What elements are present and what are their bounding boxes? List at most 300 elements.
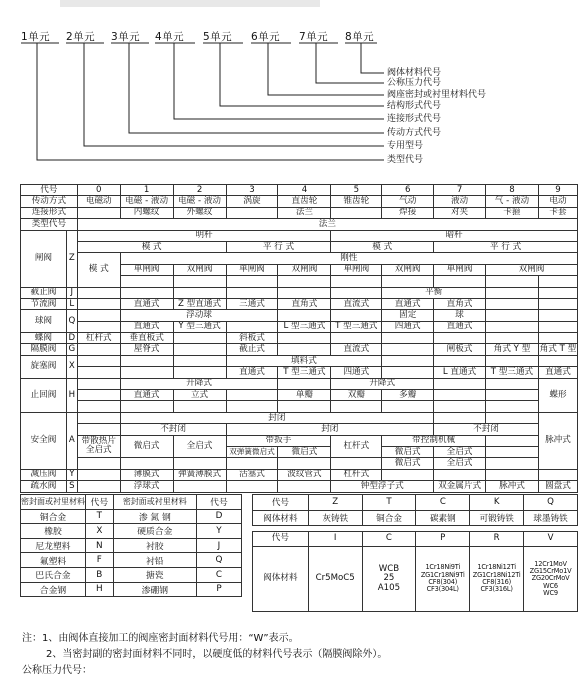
table-cell <box>173 287 226 298</box>
table-cell <box>486 298 539 309</box>
table-cell: 电磁 - 液动 <box>173 196 226 207</box>
table-cell <box>331 287 382 298</box>
table-cell <box>77 390 120 401</box>
table-cell: 渗 氮 钢 <box>113 509 196 524</box>
table-cell: 阀体材料 <box>253 510 309 526</box>
unit-8: 8单元 <box>345 31 375 43</box>
table-cell: 类型代号 <box>21 219 78 230</box>
table-cell: 三通式 <box>226 298 278 309</box>
table-row <box>21 230 578 241</box>
table-cell <box>434 333 486 344</box>
table-cell: 代号 <box>253 495 309 511</box>
table-cell: 4 <box>278 185 331 196</box>
code-label-drive: 传动方式代号 <box>387 128 442 138</box>
table-cell: 蝶阀 <box>21 333 67 344</box>
table-cell: Q <box>196 553 241 568</box>
table-cell: 传动方式 <box>21 196 78 207</box>
table-cell <box>382 276 434 287</box>
table-cell <box>120 276 173 287</box>
table-cell: 代号 <box>86 495 114 510</box>
table-cell <box>77 367 120 378</box>
table-cell: 连接形式 <box>21 207 78 218</box>
table-cell: F <box>86 553 114 568</box>
table-row <box>21 287 578 298</box>
table-cell: Z 型直通式 <box>173 298 226 309</box>
table-cell: C <box>416 495 470 511</box>
table-cell: T <box>86 509 114 524</box>
table-cell: 薄膜式 <box>120 469 173 480</box>
table-cell: 电磁 - 液动 <box>120 196 173 207</box>
table-cell <box>120 367 173 378</box>
table-cell: 屋脊式 <box>120 344 173 355</box>
table-cell: 直齿轮 <box>278 196 331 207</box>
table-cell: 1Cr18Ni12Ti ZG1Cr18Ni12Ti CF8(316) CF3(316L) <box>470 547 524 612</box>
table-cell: 1 <box>120 185 173 196</box>
table-cell: 多瓣 <box>382 390 434 401</box>
table-cell: Y 型三通式 <box>173 321 226 332</box>
table-cell <box>173 458 226 469</box>
table-cell <box>278 310 331 321</box>
table-cell <box>486 401 539 412</box>
unit-1: 1单元 <box>21 31 51 43</box>
table-cell: 蝶形 <box>538 378 577 412</box>
table-cell: 直通式 <box>434 321 486 332</box>
table-cell <box>486 276 539 287</box>
table-cell: 单闸阀 <box>331 264 382 275</box>
table-cell <box>434 412 486 423</box>
table-cell <box>486 435 539 446</box>
connection-row <box>21 207 578 218</box>
table-cell: 暗杆 <box>331 230 578 241</box>
seal-row <box>21 582 242 597</box>
table-cell: 直流式 <box>331 298 382 309</box>
bracket-lines <box>0 0 584 180</box>
table-cell <box>434 469 486 480</box>
table-cell <box>226 390 278 401</box>
table-cell: L 直通式 <box>434 367 486 378</box>
table-cell: D <box>196 509 241 524</box>
table-cell: T 型三通式 <box>486 367 539 378</box>
table-cell <box>331 276 382 287</box>
table-row <box>253 495 578 511</box>
table-row <box>21 367 578 378</box>
table-cell <box>486 310 539 321</box>
table-cell <box>77 481 120 492</box>
table-cell: 双闸阀 <box>486 264 578 275</box>
table-row <box>21 344 578 355</box>
table-cell: 四通式 <box>382 321 434 332</box>
table-cell: 杠杆式 <box>331 469 382 480</box>
table-cell: 单闸阀 <box>120 264 173 275</box>
table-cell: 减压阀 <box>21 469 67 480</box>
table-cell: 脉冲式 <box>538 412 577 469</box>
table-cell: 灰铸铁 <box>308 510 362 526</box>
table-cell <box>486 287 539 298</box>
table-cell: R <box>470 532 524 547</box>
code-label-structure: 结构形式代号 <box>387 101 442 111</box>
table-cell: A <box>66 412 77 469</box>
table-cell: 直通式 <box>226 367 278 378</box>
table-cell: C <box>362 532 416 547</box>
body-material-table-1 <box>252 494 578 526</box>
table-cell: 杠杆式 <box>331 435 382 458</box>
table-cell <box>382 344 434 355</box>
table-cell: 明杆 <box>77 230 331 241</box>
seal-row <box>21 538 242 553</box>
table-cell: 微启式 <box>382 458 434 469</box>
table-cell <box>382 355 434 366</box>
table-cell: 带控制机械 <box>382 435 486 446</box>
table-cell <box>278 344 331 355</box>
table-cell: 全启式 <box>434 446 486 457</box>
note-2: 2、当密封副的密封面材料不同时，以硬度低的材料代号表示（隔膜阀除外）。 <box>46 649 388 660</box>
table-cell <box>538 355 577 366</box>
table-cell: 止回阀 <box>21 378 67 412</box>
unit-3: 3单元 <box>111 31 141 43</box>
table-cell: 固定 <box>382 310 434 321</box>
table-row <box>21 390 578 401</box>
table-cell: 合金钢 <box>21 582 86 597</box>
table-cell: Y <box>66 469 77 480</box>
table-cell: Q <box>524 495 578 511</box>
table-cell: C <box>196 567 241 582</box>
drive-row <box>21 196 578 207</box>
table-cell: 外螺纹 <box>173 207 226 218</box>
table-cell <box>77 469 120 480</box>
table-cell <box>486 390 539 401</box>
table-cell <box>77 310 120 321</box>
table-cell: 直角式 <box>278 298 331 309</box>
table-cell: 刚性 <box>120 253 577 264</box>
table-cell: 尼龙塑料 <box>21 538 86 553</box>
table-cell <box>77 287 120 298</box>
table-cell: T 型三通式 <box>278 367 331 378</box>
table-cell: 双瓣 <box>331 390 382 401</box>
table-cell: 四通式 <box>331 367 382 378</box>
table-row <box>21 333 578 344</box>
table-row <box>21 401 578 412</box>
table-cell: 模 式 <box>77 241 226 252</box>
table-cell: Z <box>66 230 77 287</box>
table-cell <box>382 333 434 344</box>
table-cell: 直流式 <box>331 344 382 355</box>
table-cell: 模 式 <box>331 241 434 252</box>
table-cell: Cr5MoC5 <box>308 547 362 612</box>
table-cell: 橡胶 <box>21 524 86 539</box>
table-cell: 0 <box>77 185 120 196</box>
table-cell <box>226 321 278 332</box>
code-label-pressure: 公称压力代号 <box>387 78 442 88</box>
seal-row <box>21 567 242 582</box>
table-cell: 衬铅 <box>113 553 196 568</box>
table-cell: 双闸阀 <box>173 264 226 275</box>
table-cell: 锥齿轮 <box>331 196 382 207</box>
table-cell: 法兰 <box>278 207 331 218</box>
table-cell: 立式 <box>173 390 226 401</box>
note-1: 注：1、由阀体直接加工的阀座密封面材料代号用：“W”表示。 <box>22 633 299 644</box>
table-cell: 单闸阀 <box>434 264 486 275</box>
table-cell: 衬胶 <box>113 538 196 553</box>
table-cell: 双闸阀 <box>382 264 434 275</box>
seal-row <box>21 524 242 539</box>
table-cell: 模 式 <box>77 253 120 287</box>
table-cell: X <box>86 524 114 539</box>
table-cell: 带扳手 <box>226 435 331 446</box>
table-cell: 球阀 <box>21 310 67 333</box>
table-cell: 电磁动 <box>77 196 120 207</box>
table-cell: T <box>362 495 416 511</box>
table-cell: J <box>66 287 77 298</box>
table-cell <box>486 321 539 332</box>
table-cell <box>434 401 486 412</box>
table-cell: H <box>86 582 114 597</box>
table-cell <box>120 401 173 412</box>
table-cell: 微启式 <box>120 435 173 458</box>
table-cell: 直通式 <box>382 298 434 309</box>
table-cell <box>173 481 226 492</box>
table-cell <box>331 207 382 218</box>
table-cell: 球墨铸铁 <box>524 510 578 526</box>
table-cell: 单闸阀 <box>226 264 278 275</box>
seal-row <box>21 509 242 524</box>
table-row <box>21 458 578 469</box>
table-cell: J <box>196 538 241 553</box>
table-cell: 可锻铸铁 <box>470 510 524 526</box>
table-row <box>21 253 578 264</box>
table-cell <box>77 298 120 309</box>
table-cell: 1Cr18Ni9Ti ZG1Cr18Ni9Ti CF8(304) CF3(304L) <box>416 547 470 612</box>
table-cell: 8 <box>486 185 539 196</box>
table-cell: 碳素钢 <box>416 510 470 526</box>
table-cell <box>226 458 278 469</box>
table-cell: 电动 <box>538 196 577 207</box>
table-cell: 浮动球 <box>120 310 278 321</box>
unit-7: 7单元 <box>299 31 329 43</box>
table-cell <box>486 355 539 366</box>
table-cell: 封闭 <box>226 424 434 435</box>
table-cell: 卡套 <box>538 207 577 218</box>
table-cell: 平 行 式 <box>226 241 331 252</box>
table-cell <box>278 458 331 469</box>
table-cell: 7 <box>434 185 486 196</box>
header-row <box>21 185 578 196</box>
table-cell: 双弹簧微启式 <box>226 446 278 457</box>
table-cell <box>173 355 226 366</box>
unit-5: 5单元 <box>203 31 233 43</box>
table-cell: 截止式 <box>226 344 278 355</box>
table-cell: 带散热片全启式 <box>77 435 120 458</box>
table-cell: 斜板式 <box>226 333 278 344</box>
table-cell <box>120 355 173 366</box>
table-cell: WCB 25 A105 <box>362 547 416 612</box>
table-cell: 硬质合金 <box>113 524 196 539</box>
table-cell: 代号 <box>196 495 241 510</box>
table-cell: 搪瓷 <box>113 567 196 582</box>
table-cell <box>77 344 120 355</box>
table-cell <box>173 344 226 355</box>
table-cell <box>486 378 539 389</box>
table-cell: L 型三通式 <box>278 321 331 332</box>
table-cell <box>226 481 278 492</box>
table-cell: 法兰 <box>77 219 577 230</box>
table-cell <box>538 276 577 287</box>
table-cell: 全启式 <box>173 435 226 458</box>
table-cell <box>382 401 434 412</box>
table-cell: 代号 <box>253 532 309 547</box>
type-row <box>21 219 578 230</box>
table-cell: I <box>308 532 362 547</box>
table-cell <box>278 481 331 492</box>
table-cell: 微启式 <box>382 446 434 457</box>
table-cell: 直通式 <box>120 390 173 401</box>
table-row <box>21 424 578 435</box>
table-cell: 渗硼钢 <box>113 582 196 597</box>
table-cell: Z <box>308 495 362 511</box>
table-cell: 平衡 <box>382 287 486 298</box>
table-row <box>21 310 578 321</box>
table-cell: 升降式 <box>331 378 434 389</box>
table-cell: G <box>66 344 77 355</box>
table-cell: 2 <box>173 185 226 196</box>
table-cell: 疏水阀 <box>21 481 67 492</box>
table-cell <box>382 469 434 480</box>
table-cell: 弹簧薄膜式 <box>173 469 226 480</box>
table-row <box>21 378 578 389</box>
table-cell: 波纹管式 <box>278 469 331 480</box>
table-row <box>21 321 578 332</box>
code-label-connection: 连接形式代号 <box>387 114 442 124</box>
table-cell <box>120 458 173 469</box>
table-cell: 铜合金 <box>21 509 86 524</box>
table-cell: L <box>66 298 77 309</box>
table-cell: K <box>470 495 524 511</box>
table-cell: 不封闭 <box>120 424 226 435</box>
table-cell: 双金属片式 <box>434 481 486 492</box>
table-cell <box>278 401 331 412</box>
table-cell: 3 <box>226 185 278 196</box>
code-label-body: 阀体材料代号 <box>387 68 442 78</box>
table-cell: 气 - 液动 <box>486 196 539 207</box>
table-cell: 直通式 <box>120 298 173 309</box>
table-cell <box>331 333 382 344</box>
table-cell: P <box>416 532 470 547</box>
table-cell <box>278 378 331 389</box>
table-cell: P <box>196 582 241 597</box>
table-cell <box>226 401 278 412</box>
table-cell <box>331 310 382 321</box>
table-row <box>21 298 578 309</box>
table-row <box>21 495 242 510</box>
table-cell: 不封闭 <box>434 424 539 435</box>
table-cell: 6 <box>382 185 434 196</box>
seal-row <box>21 553 242 568</box>
table-cell: 气动 <box>382 196 434 207</box>
table-cell <box>77 321 120 332</box>
table-cell: 氟塑料 <box>21 553 86 568</box>
table-cell <box>120 287 173 298</box>
table-row <box>21 412 578 423</box>
table-cell: N <box>86 538 114 553</box>
table-cell: 直角式 <box>434 298 486 309</box>
table-cell <box>434 355 486 366</box>
unit-6: 6单元 <box>251 31 281 43</box>
table-cell <box>538 310 577 321</box>
table-cell <box>331 458 382 469</box>
table-cell <box>226 287 278 298</box>
table-cell <box>434 276 486 287</box>
table-cell <box>77 401 120 412</box>
table-cell <box>538 333 577 344</box>
table-cell: 脉冲式 <box>486 481 539 492</box>
table-cell: 直通式 <box>538 367 577 378</box>
table-cell <box>434 390 486 401</box>
table-cell <box>486 412 539 423</box>
table-cell <box>77 378 120 389</box>
table-cell <box>486 458 539 469</box>
table-row <box>253 547 578 612</box>
table-row <box>21 469 578 480</box>
table-cell: 杠杆式 <box>77 333 120 344</box>
table-cell: 节流阀 <box>21 298 67 309</box>
table-cell: 安全阀 <box>21 412 67 469</box>
table-cell: 微启式 <box>278 446 331 457</box>
table-cell <box>173 401 226 412</box>
table-cell <box>226 276 278 287</box>
table-cell: 对夹 <box>434 207 486 218</box>
code-label-special: 专用型号 <box>387 141 424 151</box>
table-cell: 焊接 <box>382 207 434 218</box>
table-cell: H <box>66 378 77 412</box>
table-cell: 隔膜阀 <box>21 344 67 355</box>
table-row <box>253 532 578 547</box>
table-cell <box>538 287 577 298</box>
table-cell: 填料式 <box>226 355 382 366</box>
table-cell: 球 <box>434 310 486 321</box>
table-cell: 密封面或衬里材料 <box>113 495 196 510</box>
table-cell: B <box>86 567 114 582</box>
table-cell <box>173 333 226 344</box>
table-cell: 截止阀 <box>21 287 67 298</box>
table-cell <box>77 355 120 366</box>
table-row <box>21 241 578 252</box>
table-row <box>253 510 578 526</box>
table-cell <box>278 287 331 298</box>
table-cell: Q <box>66 310 77 333</box>
table-cell <box>382 367 434 378</box>
table-cell: 液动 <box>434 196 486 207</box>
table-cell: 升降式 <box>120 378 278 389</box>
table-cell: 封闭 <box>120 412 433 423</box>
table-cell <box>173 367 226 378</box>
header-code: 代号 <box>21 185 78 196</box>
table-cell: 阀体材料 <box>253 547 309 612</box>
table-cell <box>77 424 120 435</box>
table-cell: X <box>66 355 77 378</box>
table-cell: 平 行 式 <box>434 241 578 252</box>
table-cell: 内螺纹 <box>120 207 173 218</box>
table-cell: 巴氏合金 <box>21 567 86 582</box>
table-cell <box>486 446 539 457</box>
table-cell <box>278 276 331 287</box>
table-cell: 12Cr1MoV ZG15CrMo1V ZG20CrMoV WC6 WC9 <box>524 547 578 612</box>
table-cell <box>77 412 120 423</box>
table-cell: 密封面或衬里材料 <box>21 495 86 510</box>
table-cell: 圆盘式 <box>538 481 577 492</box>
table-cell <box>77 207 120 218</box>
table-cell <box>434 378 486 389</box>
table-cell: 9 <box>538 185 577 196</box>
table-cell: 涡旋 <box>226 196 278 207</box>
